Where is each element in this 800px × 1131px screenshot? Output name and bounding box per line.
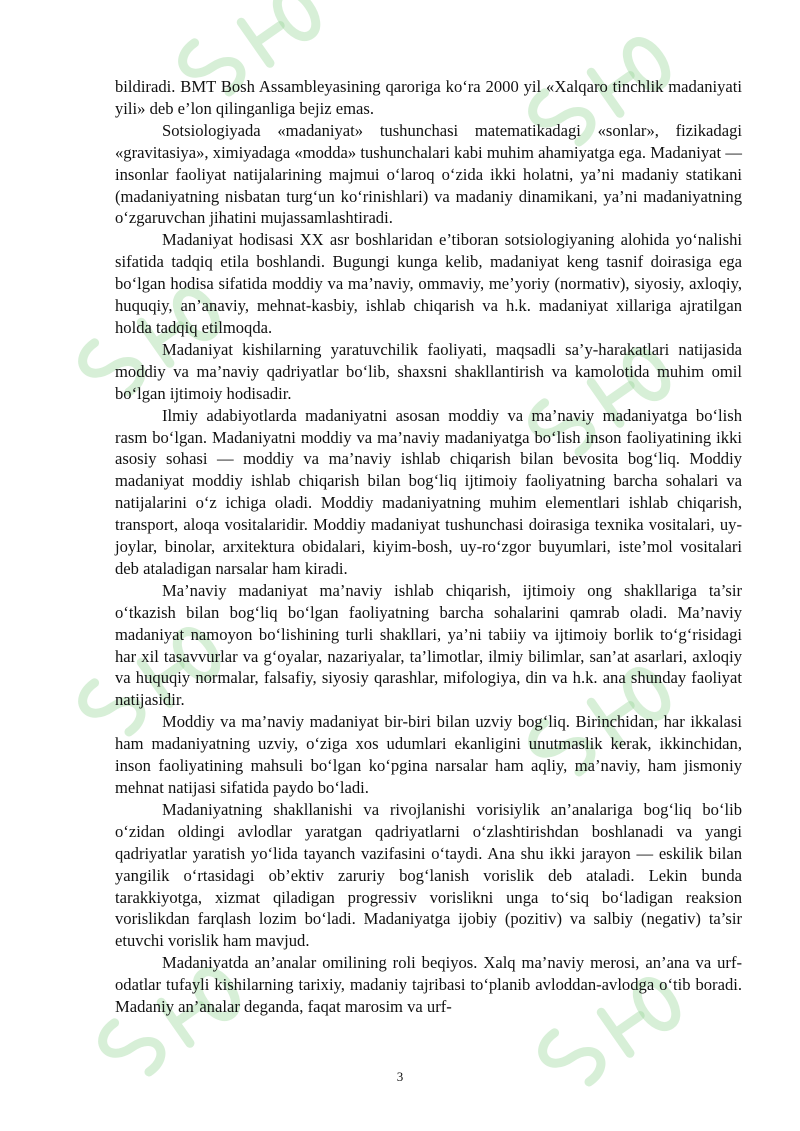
paragraph: Ma’naviy madaniyat ma’naviy ishlab chiqarish, ijtimoiy ong shakllariga ta’sir o‘tkazish bilan bog‘liq bo‘lgan faoliyatning barcha sohalarini qamrab oladi. Ma’naviy madaniyat namoyon bo‘lishining turli shakllari, ya’ni tabiiy va ijtimoiy borlik to‘g‘risidagi har xil tasavvurlar va g‘oyalar, nazariyalar, ta’limotlar, ilmiy bilimlar, san’at asarlari, axloqiy va huquqiy normalar, falsafiy, siyosiy qarashlar, mifologiya, din va h.k. ana shunday faoliyat natijasidir. xyxy=(115,580,742,710)
paragraph: Madaniyatning shakllanishi va rivojlanishi vorisiylik an’analariga bog‘liq bo‘lib o‘zidan oldingi avlodlar yaratgan qadriyatlarni o‘zlashtirishdan boshlanadi va yangi qadriyatlar yaratish yo‘lida tayanch vazifasini o‘taydi. Ana shu ikki jarayon — eskilik bilan yangilik o‘rtasidagi ob’ektiv zaruriy bog‘lanish vorislik deb ataladi. Lekin bunda tarakkiyotga, xizmat qiladigan progressiv vorislikni unga to‘siq bo‘ladigan reaksion vorislikdan farqlash lozim bo‘ladi. Madaniyatga ijobiy (pozitiv) va salbiy (negativ) ta’sir etuvchi vorislik ham mavjud. xyxy=(115,799,742,951)
document-body xyxy=(115,76,742,1018)
page-number: 3 xyxy=(396,1069,404,1084)
paragraph: Moddiy va ma’naviy madaniyat bir-biri bilan uzviy bog‘liq. Birinchidan, har ikkalasi ham madaniyatning uzviy, o‘ziga xos udumlari ekanligini unutmaslik kerak, ikkinchidan, inson faoliyatining mahsuli bo‘lgan ko‘pgina narsalar ham aqliy, ma’naviy, ham jismoniy mehnat natijasi sifatida paydo bo‘ladi. xyxy=(115,712,742,797)
paragraph: Sotsiologiyada «madaniyat» tushunchasi matematikadagi «sonlar», fizikadagi «gravitasiya», ximiyadaga «modda» tushunchalari kabi muhim ahamiyatga ega. Madaniyat — insonlar faoliyat natijalarining majmui o‘laroq o‘zida ikki holatni, ya’ni madaniy statikani (madaniyatning nisbatan turg‘un ko‘rinishlari) va madaniy dinamikani, ya’ni madaniyatning o‘zgaruvchan jihatini mujassamlashtiradi. xyxy=(115,120,742,228)
paragraph: Ilmiy adabiyotlarda madaniyatni asosan moddiy va ma’naviy madaniyatga bo‘lish rasm bo‘lgan. Madaniyatni moddiy va ma’naviy madaniyatga bo‘lish inson faoliyatining ikki asosiy sohasi — moddiy va ma’naviy ishlab chiqarish bilan bevosita bog‘liq. Moddiy madaniyat moddiy ishlab chiqarish bilan bog‘liq ijtimoiy faoliyatning barcha sohalari va natijalarini o‘z ichiga oladi. Moddiy madaniyatning muhim elementlari ishlab chiqarish, transport, aloqa vositalaridir. Moddiy madaniyat tushunchasi doirasiga texnika vositalari, uy-joylar, binolar, arxitektura obidalari, kiyim-bosh, uy-ro‘zgor buyumlari, iste’mol vositalari deb ataladigan narsalar ham kiradi. xyxy=(115,405,742,578)
paragraph: Madaniyat kishilarning yaratuvchilik faoliyati, maqsadli sa’y-harakatlari natijasida moddiy va ma’naviy qadriyatlar bo‘lib, shaxsni shakllantirish va kamolotida muhim omil bo‘lgan ijtimoiy hodisadir. xyxy=(115,339,742,403)
paragraph: bildiradi. BMT Bosh Assambleyasining qaroriga ko‘ra 2000 yil «Xalqaro tinchlik madaniyati yili» deb e’lon qilinganliga bejiz emas. xyxy=(115,77,742,118)
paragraph: Madaniyatda an’analar omilining roli beqiyos. Xalq ma’naviy merosi, an’ana va urf-odatlar tufayli kishilarning tarixiy, madaniy tajribasi to‘planib avloddan-avlodga o‘tib boradi. Madaniy an’analar deganda, faqat marosim va urf- xyxy=(115,953,742,1017)
paragraph: Madaniyat hodisasi XX asr boshlaridan e’tiboran sotsiologiyaning alohida yo‘nalishi sifatida tadqiq etila boshlandi. Bugungi kunga kelib, madaniyat keng tasnif doirasiga ega bo‘lgan hodisa sifatida moddiy va ma’naviy, ommaviy, me’yoriy (normativ), siyosiy, axloqiy, huquqiy, an’anaviy, mehnat-kasbiy, ishlab chiqarish va h.k. madaniyat xillariga ajratilgan holda tadqiq etilmoqda. xyxy=(115,230,742,337)
